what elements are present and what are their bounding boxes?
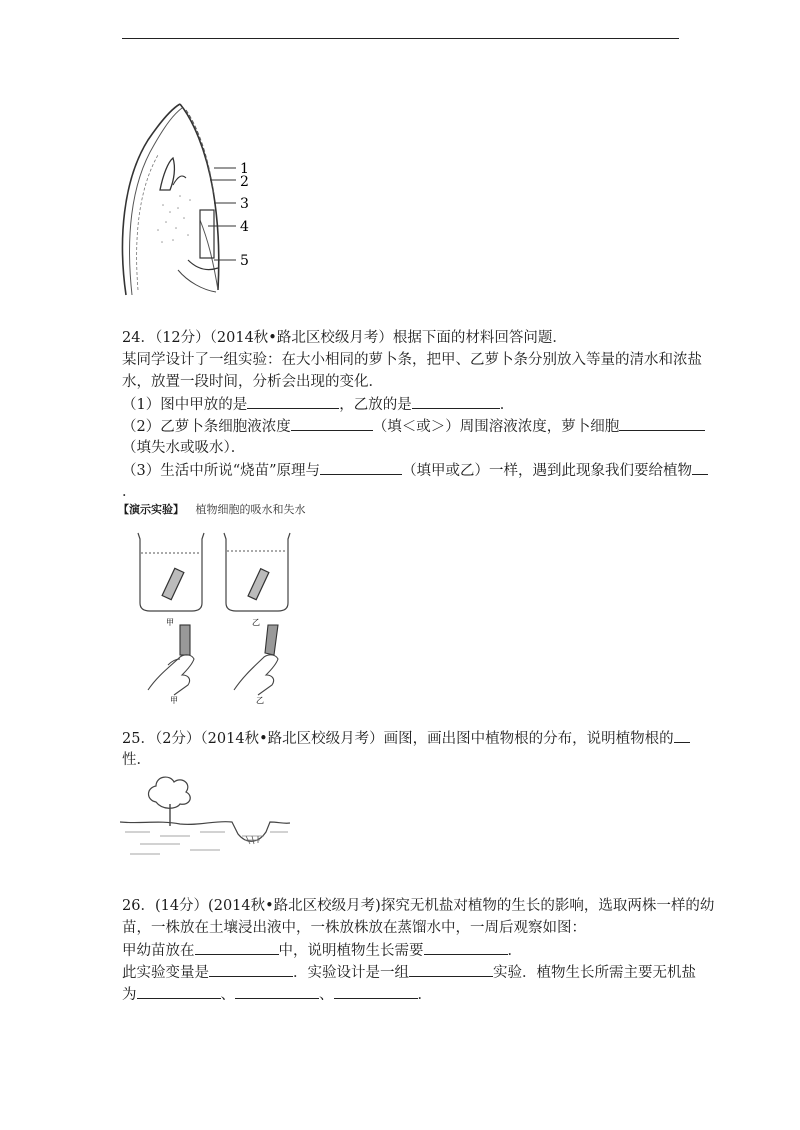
q24-blank-6[interactable] <box>692 460 708 475</box>
q26-blank-5[interactable] <box>137 984 221 999</box>
demo-experiment-figure <box>128 525 318 705</box>
q24-blank-2[interactable] <box>412 394 500 409</box>
beaker-yi-label: 乙 <box>252 618 260 627</box>
q26-blank-7[interactable] <box>334 984 418 999</box>
header-rule <box>122 38 679 39</box>
seed-radicle <box>200 210 214 258</box>
q24-part-2: （2）乙萝卜条细胞液浓度 （填＜或＞）周围溶液浓度，萝卜细胞 <box>122 416 705 437</box>
q25-tail: 性． <box>122 752 151 768</box>
q26-blank-4[interactable] <box>409 962 493 977</box>
seed-label-1: 1 <box>240 161 249 177</box>
q26-line-4: 此实验变量是 ．实验设计是一组 实验．植物生长所需主要无机盐 <box>122 962 696 983</box>
seed-label-4: 4 <box>240 219 249 235</box>
demo-caption: 【演示实验】 植物细胞的吸水和失水 <box>118 503 306 516</box>
q24-intro-1: 某同学设计了一组实验：在大小相同的萝卜条，把甲、乙萝卜条分别放入等量的清水和浓盐 <box>122 352 702 368</box>
q24-blank-5[interactable] <box>320 460 402 475</box>
tree-crown <box>149 777 191 808</box>
q24-blank-4[interactable] <box>619 416 705 431</box>
seed-diagram <box>118 100 268 300</box>
q24-head: 24．（12分）（2014秋•路北区校级月考）根据下面的材料回答问题． <box>122 330 567 346</box>
beaker-jia-label: 甲 <box>166 618 174 627</box>
q24-intro-2: 水，放置一段时间，分析会出现的变化． <box>122 374 383 390</box>
seed-label-5: 5 <box>240 253 249 269</box>
seed-label-3: 3 <box>240 196 249 212</box>
q26-blank-6[interactable] <box>235 984 319 999</box>
beaker-jia <box>138 533 204 611</box>
q26-blank-1[interactable] <box>195 940 279 955</box>
q24-part-1: （1）图中甲放的是 ，乙放的是 ． <box>122 394 514 415</box>
q24-part-3-end: ． <box>122 484 137 500</box>
hand-yi <box>234 625 278 695</box>
tree-landscape-figure <box>120 770 290 866</box>
hand-jia-label: 甲 <box>170 696 178 705</box>
seed-outer-coat <box>122 104 180 295</box>
q24-part-2-cont: （填失水或吸水）． <box>122 440 246 456</box>
hand-yi-label: 乙 <box>256 696 264 705</box>
q26-line-1: 26．(14分）(2014秋•路北区校级月考)探究无机盐对植物的生长的影响，选取两株一样的幼 <box>122 898 715 914</box>
q26-blank-3[interactable] <box>209 962 293 977</box>
q26-line-5: 为 、 、 ． <box>122 984 432 1005</box>
seed-embryo-shoot <box>160 158 174 190</box>
q26-line-2: 苗，一株放在土壤浸出液中，一株放株放在蒸馏水中，一周后观察如图： <box>122 920 586 936</box>
q24-blank-1[interactable] <box>247 394 339 409</box>
ground-line <box>120 822 290 842</box>
hand-jia <box>148 625 194 695</box>
q26-blank-2[interactable] <box>424 940 508 955</box>
q24-blank-3[interactable] <box>291 416 373 431</box>
seed-label-2: 2 <box>240 174 249 190</box>
q24-part-3: （3）生活中所说“烧苗”原理与 （填甲或乙）一样，遇到此现象我们要给植物 <box>122 460 708 481</box>
q25-head: 25．（2分）（2014秋•路北区校级月考）画图，画出图中植物根的分布，说明植物根的 <box>122 728 690 749</box>
q25-blank[interactable] <box>674 728 690 743</box>
q26-line-3: 甲幼苗放在 中，说明植物生长需要 ． <box>122 940 522 961</box>
beaker-yi <box>224 533 290 611</box>
